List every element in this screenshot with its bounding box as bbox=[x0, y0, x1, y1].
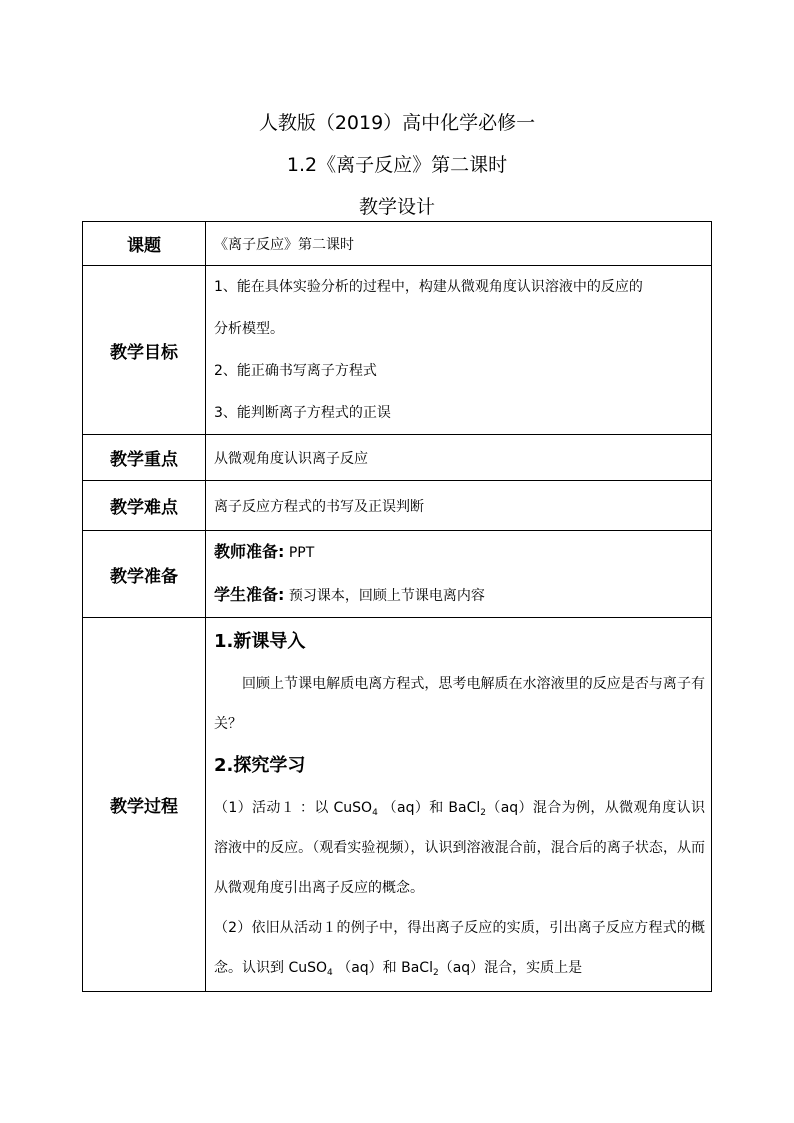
difficulty-label: 教学难点 bbox=[83, 481, 206, 531]
preparation-row bbox=[83, 531, 712, 618]
process-row bbox=[83, 618, 712, 992]
teacher-prep bbox=[214, 531, 705, 574]
activity-1-paragraph: （1）活动１ ：以 CuSO$_4$ （aq）和 BaCl$_2$（aq）混合为例，从微观角度认识溶液中的反应。（观看实验视频），认识到溶液混合前，混合后的离子状态，从而从微观角度引出离子反应的概念。 bbox=[214, 800, 705, 896]
section-heading-intro: 1.新课导入 bbox=[214, 631, 306, 652]
goal-1-line-1: 1、能在具体实验分析的过程中，构建从微观角度认识溶液中的反应的 bbox=[214, 279, 643, 295]
key-point-row bbox=[83, 435, 712, 481]
topic-text: 《离子反应》第二课时 bbox=[214, 236, 354, 253]
teacher-prep-label: 教师准备: bbox=[214, 542, 285, 561]
key-point-text: 从微观角度认识离子反应 bbox=[214, 450, 368, 467]
lesson-title: 1.2《离子反应》第二课时 bbox=[286, 154, 508, 176]
activity-2-paragraph: （2）依旧从活动１的例子中，得出离子反应的实质，引出离子反应方程式的概念。认识到 CuSO$_4$ （aq）和 BaCl$_2$（aq）混合，实质上是 bbox=[214, 920, 705, 978]
key-point-label: 教学重点 bbox=[83, 435, 206, 481]
process-label: 教学过程 bbox=[83, 618, 206, 992]
document-title: 人教版（2019）高中化学必修一 bbox=[258, 112, 536, 134]
goal-2: 2、能正确书写离子方程式 bbox=[214, 363, 377, 379]
intro-paragraph: 回顾上节课电解质电离方程式，思考电解质在水溶液里的反应是否与离子有关？ bbox=[214, 676, 705, 732]
teacher-prep-text: PPT bbox=[284, 545, 315, 561]
goals-label: 教学目标 bbox=[83, 266, 206, 435]
student-prep-text: 预习课本，回顾上节课电离内容 bbox=[284, 588, 485, 604]
section-heading-explore: 2.探究学习 bbox=[214, 755, 306, 776]
topic-row bbox=[83, 222, 712, 266]
topic-label: 课题 bbox=[83, 222, 206, 266]
preparation-label: 教学准备 bbox=[83, 531, 206, 618]
difficulty-text: 离子反应方程式的书写及正误判断 bbox=[214, 498, 424, 515]
document-subtitle: 教学设计 bbox=[358, 196, 435, 218]
lesson-plan-table bbox=[82, 221, 712, 992]
difficulty-row bbox=[83, 481, 712, 531]
goals-row bbox=[83, 266, 712, 435]
goal-1-line-2: 分析模型。 bbox=[214, 321, 284, 337]
student-prep bbox=[214, 574, 705, 617]
student-prep-label: 学生准备: bbox=[214, 585, 285, 604]
goal-3: 3、能判断离子方程式的正误 bbox=[214, 405, 391, 421]
